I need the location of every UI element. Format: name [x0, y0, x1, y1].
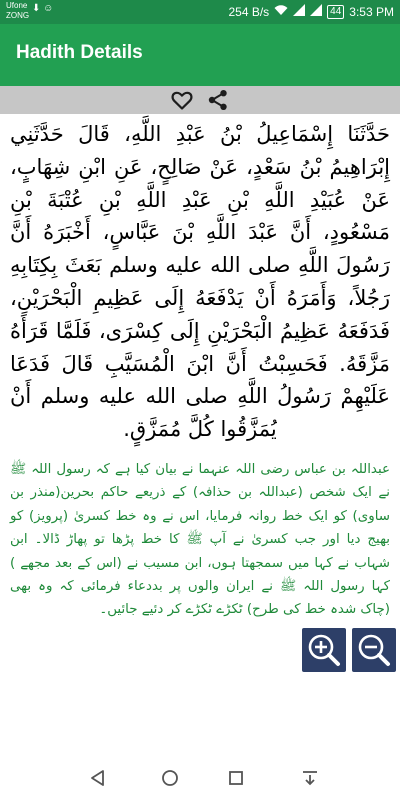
status-right	[228, 4, 394, 19]
signal-icon-2	[310, 4, 322, 19]
back-icon[interactable]	[88, 768, 108, 788]
app-bar	[0, 24, 400, 86]
carrier-sub-label: ZONG	[6, 11, 30, 20]
signal-icon	[293, 4, 305, 19]
battery-indicator: 44	[327, 5, 344, 19]
network-speed: 254 B/s	[228, 4, 270, 19]
page-title: Hadith Details	[16, 42, 143, 63]
carrier-label: Ufone	[6, 1, 28, 10]
zoom-in-icon	[302, 628, 346, 672]
hadith-urdu-translation: عبداللہ بن عباس رضی اللہ عنہما نے بیان کیا ہے کہ رسول اللہ ﷺ نے ایک شخص (عبداللہ بن حذافہ) کے ذریعے حاکم بحرین(منذر بن ساوی) کو ایک خط روانہ فرمایا، اس نے وہ خط کسریٰ (پرویز) کو بھیج دیا اور جب کسریٰ نے آپ ﷺ کا خط پڑھا تو پھاڑ ڈالا۔ ابن شہاب نے کہا میں سمجھتا ہوں، ابن مسیب نے (اس کے بعد مجھے ) کہا رسول اللہ ﷺ نے ایران والوں پر بددعاء فرمائی کہ وہ بھی (چاک شدہ خط کی طرح) ٹکڑے ٹکڑے کر دئیے جائیں۔	[10, 462, 390, 618]
home-icon[interactable]	[160, 768, 180, 788]
status-bar	[0, 0, 400, 24]
navigation-bar	[0, 752, 400, 800]
hadith-arabic-text: حَدَّثَنَا إِسْمَاعِيلُ بْنُ عَبْدِ اللَّهِ، قَالَ حَدَّثَنِي إِبْرَاهِيمُ بْنُ سَعْدٍ، عَنْ صَالِحٍ، عَنِ ابْنِ شِهَابٍ، عَنْ عُبَيْدِ اللَّهِ بْنِ عَبْدِ اللَّهِ بْنِ عُتْبَةَ بْنِ مَسْعُودٍ، أَنَّ عَبْدَ اللَّهِ بْنَ عَبَّاسٍ، أَخْبَرَهُ أَنَّ رَسُولَ اللَّهِ صلى الله عليه وسلم بَعَثَ بِكِتَابِهِ رَجُلاً، وَأَمَرَهُ أَنْ يَدْفَعَهُ إِلَى عَظِيمِ الْبَحْرَيْنِ، فَدَفَعَهُ عَظِيمُ الْبَحْرَيْنِ إِلَى كِسْرَى، فَلَمَّا قَرَأَهُ مَزَّقَهُ‏.‏ فَحَسِبْتُ أَنَّ ابْنَ الْمُسَيَّبِ قَالَ فَدَعَا عَلَيْهِمْ رَسُولُ اللَّهِ صلى الله عليه وسلم أَنْ يُمَزَّقُوا كُلَّ مُمَزَّقٍ‏.‏	[10, 122, 390, 442]
zoom-out-button[interactable]	[352, 628, 396, 672]
zoom-in-button[interactable]	[302, 628, 346, 672]
menu-icon[interactable]	[300, 768, 320, 788]
favorite-heart-icon[interactable]	[170, 88, 194, 112]
notification-icons: ⬇ ☺	[32, 3, 54, 14]
zoom-out-icon	[352, 628, 396, 672]
clock: 3:53 PM	[349, 4, 394, 19]
status-left	[6, 1, 54, 21]
action-strip	[0, 86, 400, 114]
share-icon[interactable]	[206, 88, 230, 112]
recents-icon[interactable]	[226, 768, 246, 788]
wifi-icon	[274, 4, 288, 19]
